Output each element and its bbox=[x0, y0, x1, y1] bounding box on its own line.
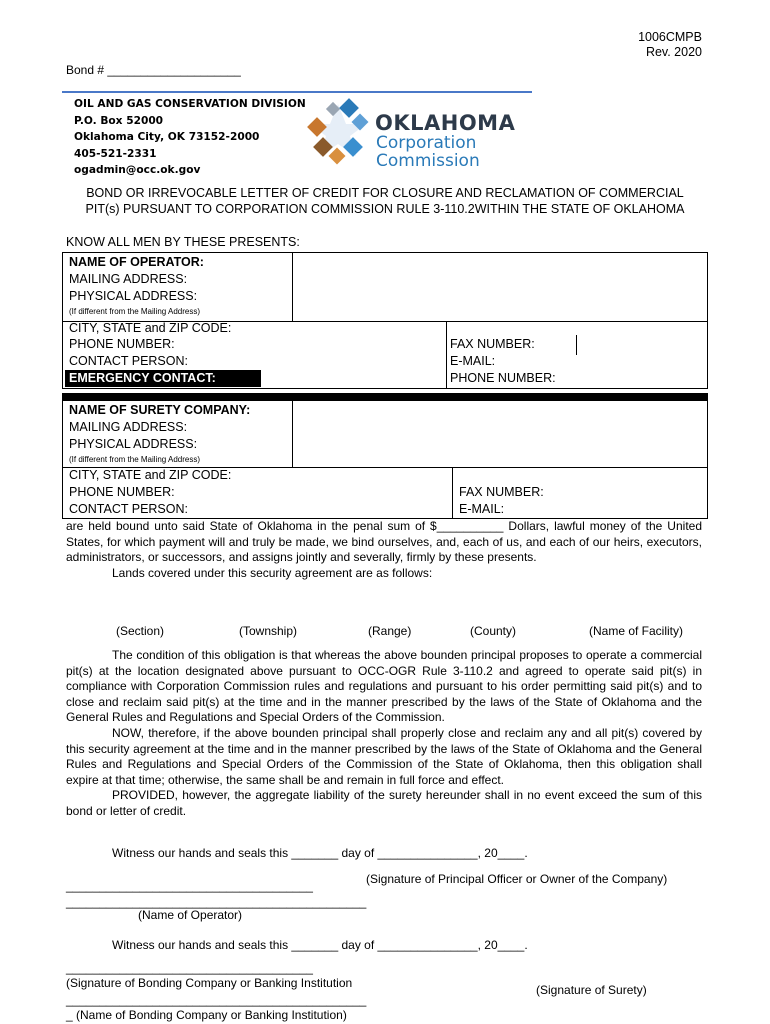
operator-section bbox=[62, 252, 708, 389]
operator-mailing-label: MAILING ADDRESS: bbox=[69, 272, 188, 286]
bonding-name-line[interactable]: _____________________________________________ bbox=[66, 993, 367, 1007]
witness-line-1[interactable]: Witness our hands and seals this _______ day of _______________, 20____. bbox=[112, 846, 528, 860]
surety-email-label: E-MAIL: bbox=[459, 502, 505, 516]
operator-name-label: NAME OF OPERATOR: bbox=[69, 255, 204, 269]
agency-line: OIL AND GAS CONSERVATION DIVISION bbox=[74, 98, 306, 110]
condition-text: The condition of this obligation is that whereas the above bounden principal proposes to operate a commercial pit(s) at the location designated above pursuant to OCC-OGR Rule 3-110.2 and agreed to operate said pit(s) in compliance with Corporation Commission rules and regulations and pursuant to his order permitting said pit(s) and to close and reclaim said pit(s) at the time and in the manner prescribed by the laws of the State of Oklahoma and the General Rules and Regulations and Special Orders of the Commission. bbox=[66, 648, 702, 725]
surety-contact-label: CONTACT PERSON: bbox=[69, 502, 188, 516]
surety-section bbox=[62, 400, 708, 519]
operator-physical-label: PHYSICAL ADDRESS: bbox=[69, 289, 198, 303]
bound-paragraph bbox=[66, 519, 702, 581]
col-facility: (Name of Facility) bbox=[589, 624, 684, 638]
principal-signature-line[interactable]: _____________________________________ bbox=[66, 879, 313, 893]
bond-number-field[interactable]: Bond # ____________________ bbox=[66, 63, 241, 77]
col-county: (County) bbox=[470, 624, 517, 638]
bonding-signature-line[interactable]: _____________________________________ bbox=[66, 961, 313, 975]
surety-mailing-label: MAILING ADDRESS: bbox=[69, 420, 188, 434]
logo-corporation: Corporation bbox=[376, 133, 477, 153]
divider bbox=[292, 401, 293, 467]
agency-line: ogadmin@occ.ok.gov bbox=[74, 164, 201, 176]
operator-name-caption: (Name of Operator) bbox=[138, 908, 243, 922]
surety-name-label: NAME OF SURETY COMPANY: bbox=[69, 403, 251, 417]
condition-paragraphs bbox=[66, 648, 702, 820]
operator-phone2-label: PHONE NUMBER: bbox=[450, 371, 556, 385]
form-id: 1006CMPB bbox=[638, 30, 702, 44]
logo-wordmark: OKLAHOMA bbox=[375, 111, 516, 135]
surety-signature-caption: (Signature of Surety) bbox=[536, 983, 647, 997]
know-all-men: KNOW ALL MEN BY THESE PRESENTS: bbox=[66, 235, 300, 249]
form-title bbox=[60, 185, 710, 217]
col-range: (Range) bbox=[368, 624, 412, 638]
operator-city-label: CITY, STATE and ZIP CODE: bbox=[69, 321, 232, 335]
operator-email-label: E-MAIL: bbox=[450, 354, 496, 368]
operator-fax-label: FAX NUMBER: bbox=[450, 337, 535, 351]
col-section: (Section) bbox=[116, 624, 165, 638]
surety-physical-label: PHYSICAL ADDRESS: bbox=[69, 437, 198, 451]
principal-signature-label: (Signature of Principal Officer or Owner of the Company) bbox=[366, 872, 668, 886]
operator-contact-label: CONTACT PERSON: bbox=[69, 354, 188, 368]
title-line: BOND OR IRREVOCABLE LETTER OF CREDIT FOR CLOSURE AND RECLAMATION OF COMMERCIAL bbox=[86, 186, 684, 200]
lands-text: Lands covered under this security agreement are as follows: bbox=[112, 565, 433, 580]
divider bbox=[452, 467, 453, 518]
divider bbox=[576, 335, 577, 355]
provided-text: PROVIDED, however, the aggregate liability of the surety hereunder shall in no event exceed the sum of this bond or letter of credit. bbox=[66, 788, 702, 818]
emergency-contact-bar bbox=[65, 370, 261, 387]
surety-phone-label: PHONE NUMBER: bbox=[69, 485, 175, 499]
occ-star-logo-icon bbox=[304, 98, 374, 168]
logo-commission: Commission bbox=[376, 151, 480, 171]
agency-line: Oklahoma City, OK 73152-2000 bbox=[74, 131, 260, 143]
col-township: (Township) bbox=[239, 624, 298, 638]
now-text: NOW, therefore, if the above bounden principal shall properly close and reclaim any and all pit(s) covered by this security agreement at the time and in the manner prescribed by the laws of the State of Oklahoma and the General Rules and Regulations and Special Orders of the Commission of the State of Oklahoma, then this obligation shall expire at that time; otherwise, the same shall be and remain in full force and effect. bbox=[66, 725, 702, 787]
bonding-signature-caption: (Signature of Bonding Company or Banking Institution bbox=[66, 976, 353, 990]
operator-name-line[interactable]: _____________________________________________ bbox=[66, 895, 367, 909]
operator-physical-note: (If different from the Mailing Address) bbox=[69, 307, 201, 316]
surety-city-label: CITY, STATE and ZIP CODE: bbox=[69, 468, 232, 482]
bonding-name-caption: _ (Name of Bonding Company or Banking Institution) bbox=[66, 1008, 347, 1022]
agency-line: 405-521-2331 bbox=[74, 147, 157, 160]
surety-fax-label: FAX NUMBER: bbox=[459, 485, 544, 499]
agency-line: P.O. Box 52000 bbox=[74, 114, 164, 127]
header-rule bbox=[62, 91, 532, 93]
agency-address bbox=[74, 96, 306, 179]
divider bbox=[446, 321, 447, 388]
emergency-contact-label: EMERGENCY CONTACT: bbox=[69, 371, 216, 385]
operator-phone-label: PHONE NUMBER: bbox=[69, 337, 175, 351]
surety-physical-note: (If different from the Mailing Address) bbox=[69, 455, 201, 464]
divider bbox=[292, 253, 293, 321]
title-line: PIT(s) PURSUANT TO CORPORATION COMMISSION RULE 3-110.2WITHIN THE STATE OF OKLAHOMA bbox=[85, 202, 685, 216]
revision: Rev. 2020 bbox=[645, 45, 702, 59]
witness-line-2[interactable]: Witness our hands and seals this _______ day of _______________, 20____. bbox=[112, 938, 528, 952]
bound-text: are held bound unto said State of Oklahoma in the penal sum of $__________ Dollars, lawful money of the United States, for which payment will and truly be made, we bind ourselves, and, each of us, and each of our heirs, executors, administrators, or successors, and assigns jointly and severally, firmly by these presents. bbox=[66, 519, 702, 565]
